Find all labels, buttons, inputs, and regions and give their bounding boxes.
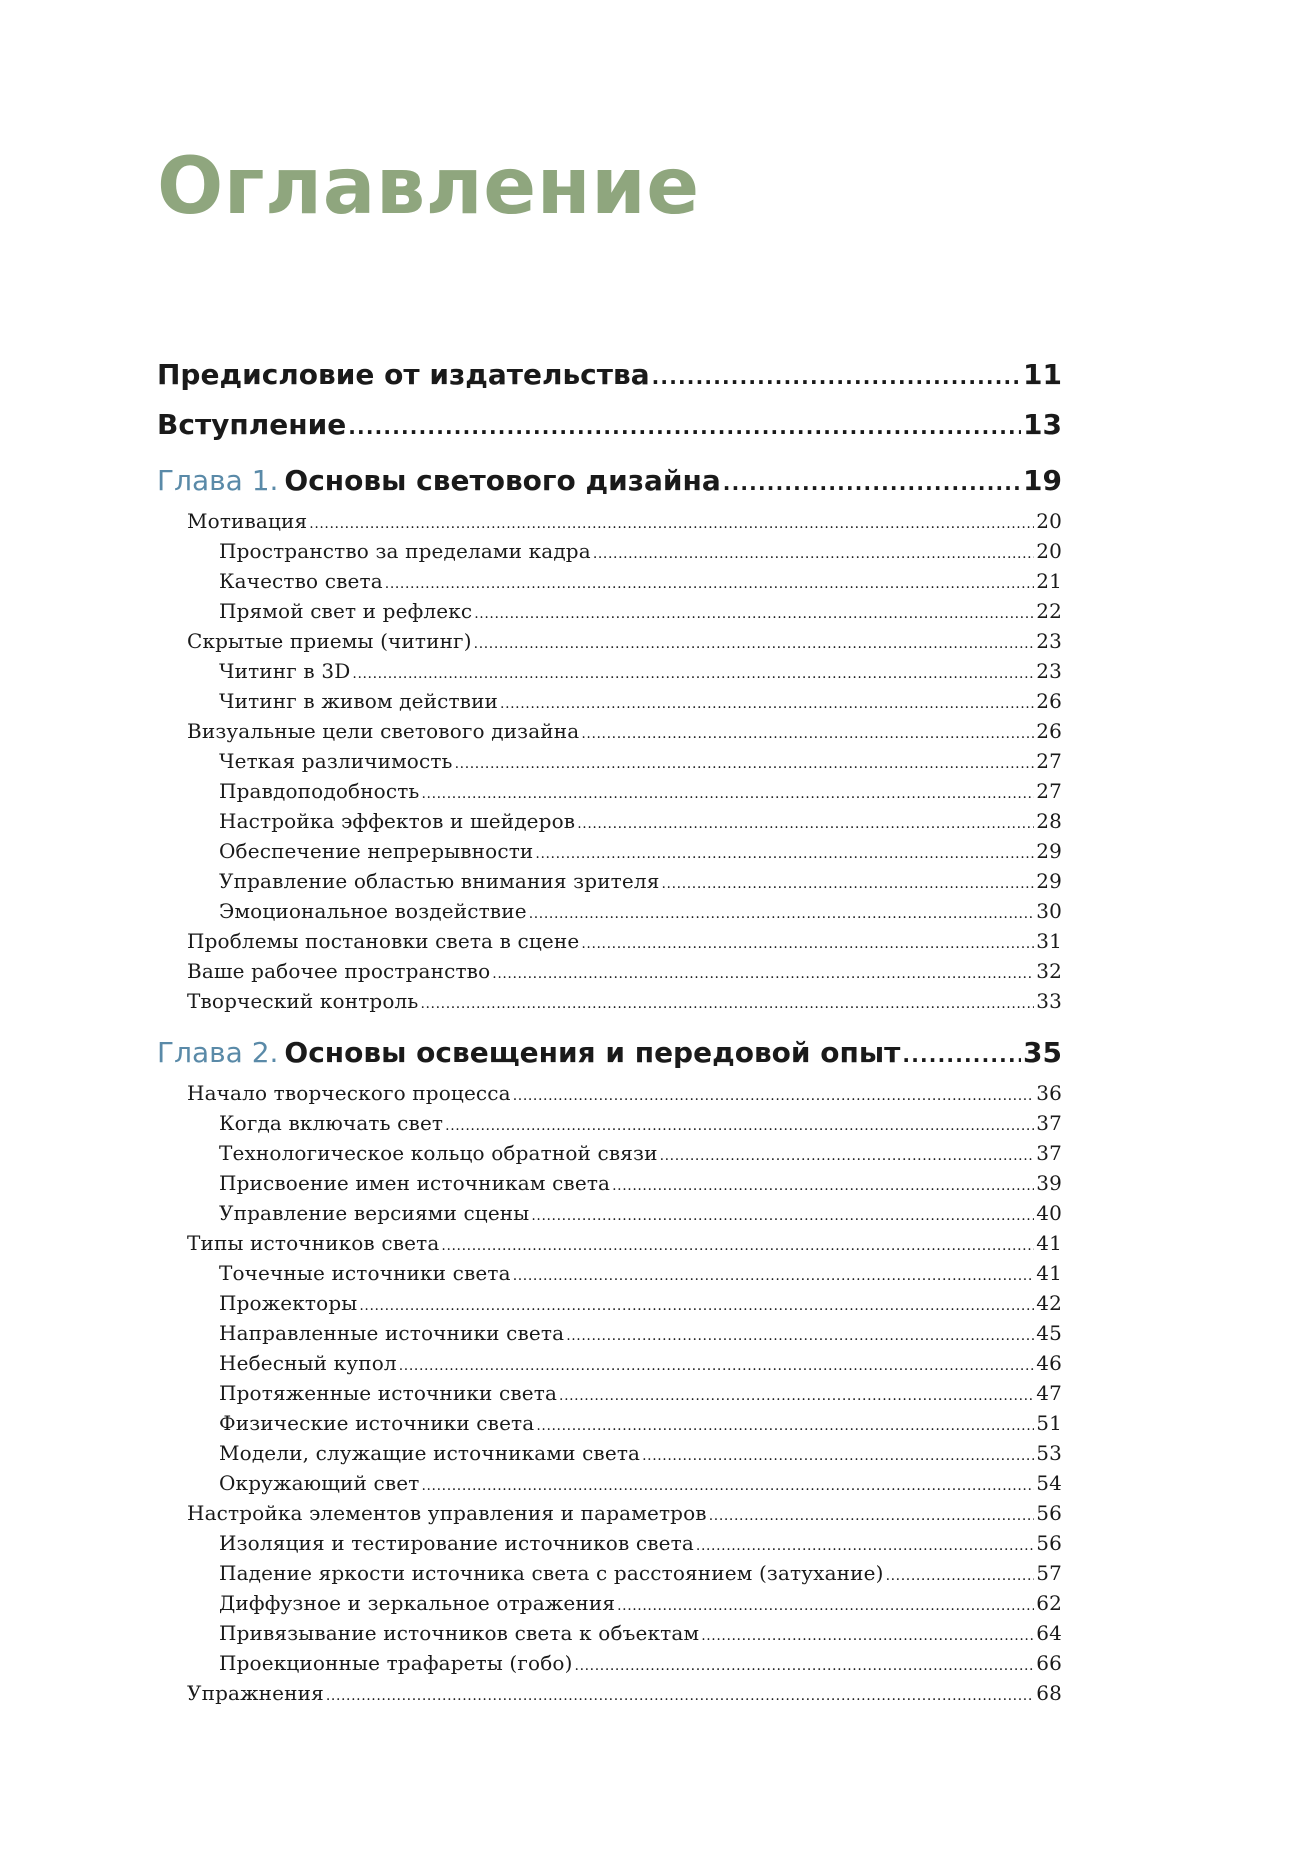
toc-section-entry[interactable] (157, 626, 1062, 656)
toc-entry-label: Точечные источники света (219, 1261, 511, 1285)
toc-subsection-entry[interactable] (157, 1558, 1062, 1588)
dot-leader (352, 656, 1034, 689)
page-number: 19 (1023, 464, 1062, 497)
toc-entry-label: Вступление (157, 408, 347, 441)
dot-leader (385, 566, 1034, 599)
page-title: Оглавление (157, 142, 700, 232)
toc-entry-label: Четкая различимость (219, 749, 453, 773)
toc-subsection-entry[interactable] (157, 1198, 1062, 1228)
toc-section-entry[interactable] (157, 926, 1062, 956)
toc-subsection-entry[interactable] (157, 746, 1062, 776)
toc-entry-label: Прямой свет и рефлекс (219, 599, 473, 623)
toc-entry-label: Настройка эффектов и шейдеров (219, 809, 576, 833)
toc-entry-label: Творческий контроль (187, 989, 419, 1013)
dot-leader (566, 1318, 1034, 1351)
toc-entry-label: Мотивация (187, 509, 308, 533)
page-number: 51 (1036, 1411, 1062, 1435)
page-number: 68 (1036, 1681, 1062, 1705)
toc-subsection-entry[interactable] (157, 896, 1062, 926)
dot-leader (536, 1408, 1034, 1441)
toc-entry-label (157, 456, 723, 506)
dot-leader (696, 1528, 1034, 1561)
page-number: 26 (1036, 719, 1062, 743)
dot-leader (902, 1028, 1021, 1080)
dot-leader (399, 1348, 1035, 1381)
dot-leader (359, 1288, 1034, 1321)
page-number: 22 (1036, 599, 1062, 623)
toc-entry-label: Читинг в живом действии (219, 689, 499, 713)
page-number: 39 (1036, 1171, 1062, 1195)
toc-entry-label: Управление областью внимания зрителя (219, 869, 660, 893)
toc-entry-label: Технологическое кольцо обратной связи (219, 1141, 658, 1165)
page-number: 62 (1036, 1591, 1062, 1615)
page-number: 56 (1036, 1531, 1062, 1555)
page-number: 31 (1036, 929, 1062, 953)
page-number: 37 (1036, 1111, 1062, 1135)
page-number: 45 (1036, 1321, 1062, 1345)
page-number: 36 (1036, 1081, 1062, 1105)
page-number: 21 (1036, 569, 1062, 593)
toc-entry-label: Физические источники света (219, 1411, 535, 1435)
toc-section-entry[interactable] (157, 956, 1062, 986)
page-number: 23 (1036, 659, 1062, 683)
toc-subsection-entry[interactable] (157, 1288, 1062, 1318)
page-number: 30 (1036, 899, 1062, 923)
page-number: 13 (1023, 408, 1062, 441)
page-number: 41 (1036, 1261, 1062, 1285)
toc-subsection-entry[interactable] (157, 1618, 1062, 1648)
dot-leader (326, 1678, 1034, 1711)
toc-subsection-entry[interactable] (157, 866, 1062, 896)
page-number: 29 (1036, 869, 1062, 893)
toc-subsection-entry[interactable] (157, 1408, 1062, 1438)
chapter-number: Глава 2. (157, 1036, 279, 1069)
toc-subsection-entry[interactable] (157, 1648, 1062, 1678)
toc-entry-label: Правдоподобность (219, 779, 420, 803)
dot-leader (513, 1078, 1035, 1111)
toc-entry-label: Настройка элементов управления и параметров (187, 1501, 707, 1525)
toc-subsection-entry[interactable] (157, 1318, 1062, 1348)
toc-entry-label: Качество света (219, 569, 383, 593)
toc-subsection-entry[interactable] (157, 686, 1062, 716)
page-number: 66 (1036, 1651, 1062, 1675)
toc-entry-label: Прожекторы (219, 1291, 358, 1315)
toc-subsection-entry[interactable] (157, 566, 1062, 596)
toc-subsection-entry[interactable] (157, 806, 1062, 836)
toc-entry-label (157, 1028, 902, 1078)
toc-entry-label: Скрытые приемы (читинг) (187, 629, 472, 653)
dot-leader (701, 1618, 1034, 1651)
toc-subsection-entry[interactable] (157, 1168, 1062, 1198)
dot-leader (474, 626, 1035, 659)
toc-section-entry[interactable] (157, 1498, 1062, 1528)
dot-leader (420, 986, 1034, 1019)
page-number: 20 (1036, 509, 1062, 533)
dot-leader (581, 926, 1034, 959)
dot-leader (575, 1648, 1035, 1681)
toc-entry-label: Направленные источники света (219, 1321, 565, 1345)
toc-subsection-entry[interactable] (157, 1348, 1062, 1378)
toc-entry-label: Типы источников света (187, 1231, 440, 1255)
toc-subsection-entry[interactable] (157, 536, 1062, 566)
dot-leader (455, 746, 1035, 779)
dot-leader (492, 956, 1034, 989)
page-number: 23 (1036, 629, 1062, 653)
page-number: 27 (1036, 749, 1062, 773)
toc-front-entry[interactable] (157, 350, 1062, 400)
page-number: 40 (1036, 1201, 1062, 1225)
page-number: 32 (1036, 959, 1062, 983)
toc-subsection-entry[interactable] (157, 776, 1062, 806)
dot-leader (309, 506, 1034, 539)
page-number: 54 (1036, 1471, 1062, 1495)
toc-subsection-entry[interactable] (157, 1378, 1062, 1408)
dot-leader (421, 776, 1034, 809)
toc-entry-label: Привязывание источников света к объектам (219, 1621, 700, 1645)
dot-leader (662, 866, 1035, 899)
page-number: 56 (1036, 1501, 1062, 1525)
toc-entry-label: Эмоциональное воздействие (219, 899, 527, 923)
toc-entry-label: Читинг в 3D (219, 659, 351, 683)
page-number: 53 (1036, 1441, 1062, 1465)
toc-subsection-entry[interactable] (157, 1528, 1062, 1558)
chapter-title: Основы освещения и передовой опыт (284, 1036, 901, 1069)
dot-leader (348, 400, 1021, 452)
dot-leader (441, 1228, 1034, 1261)
toc-front-entry[interactable] (157, 400, 1062, 450)
toc-entry-label: Пространство за пределами кадра (219, 539, 591, 563)
dot-leader (723, 456, 1021, 508)
dot-leader (581, 716, 1034, 749)
page-number: 33 (1036, 989, 1062, 1013)
toc-subsection-entry[interactable] (157, 1138, 1062, 1168)
toc-subsection-entry[interactable] (157, 836, 1062, 866)
page-number: 57 (1036, 1561, 1062, 1585)
page-number: 11 (1023, 358, 1062, 391)
toc-section-entry[interactable] (157, 716, 1062, 746)
page-number: 37 (1036, 1141, 1062, 1165)
page-number: 20 (1036, 539, 1062, 563)
page-number: 35 (1023, 1036, 1062, 1069)
dot-leader (577, 806, 1034, 839)
toc-subsection-entry[interactable] (157, 1468, 1062, 1498)
table-of-contents (157, 350, 1062, 1708)
toc-entry-label: Изоляция и тестирование источников света (219, 1531, 694, 1555)
toc-section-entry[interactable] (157, 1078, 1062, 1108)
dot-leader (652, 350, 1021, 402)
page-number: 26 (1036, 689, 1062, 713)
toc-entry-label: Диффузное и зеркальное отражения (219, 1591, 616, 1615)
dot-leader (421, 1468, 1034, 1501)
dot-leader (617, 1588, 1034, 1621)
page-number: 28 (1036, 809, 1062, 833)
toc-entry-label: Управление версиями сцены (219, 1201, 530, 1225)
toc-entry-label: Когда включать свет (219, 1111, 444, 1135)
page-number: 29 (1036, 839, 1062, 863)
dot-leader (500, 686, 1034, 719)
dot-leader (535, 836, 1034, 869)
toc-section-entry[interactable] (157, 1228, 1062, 1258)
page-number: 41 (1036, 1231, 1062, 1255)
dot-leader (474, 596, 1034, 629)
toc-entry-label: Визуальные цели светового дизайна (187, 719, 580, 743)
toc-entry-label: Протяженные источники света (219, 1381, 558, 1405)
dot-leader (709, 1498, 1035, 1531)
page-number: 46 (1036, 1351, 1062, 1375)
toc-entry-label: Небесный купол (219, 1351, 397, 1375)
toc-entry-label: Проблемы постановки света в сцене (187, 929, 580, 953)
dot-leader (612, 1168, 1034, 1201)
toc-entry-label: Начало творческого процесса (187, 1081, 511, 1105)
page-number: 47 (1036, 1381, 1062, 1405)
toc-section-entry[interactable] (157, 986, 1062, 1016)
dot-leader (660, 1138, 1035, 1171)
toc-subsection-entry[interactable] (157, 1258, 1062, 1288)
toc-entry-label: Предисловие от издательства (157, 358, 650, 391)
dot-leader (445, 1108, 1034, 1141)
chapter-number: Глава 1. (157, 464, 279, 497)
page-number: 64 (1036, 1621, 1062, 1645)
toc-entry-label: Окружающий свет (219, 1471, 420, 1495)
toc-subsection-entry[interactable] (157, 1588, 1062, 1618)
page-number: 27 (1036, 779, 1062, 803)
chapter-title: Основы светового дизайна (284, 464, 721, 497)
toc-entry-label: Ваше рабочее пространство (187, 959, 491, 983)
dot-leader (529, 896, 1035, 929)
toc-entry-label: Обеспечение непрерывности (219, 839, 534, 863)
toc-section-entry[interactable] (157, 506, 1062, 536)
toc-entry-label: Проекционные трафареты (гобо) (219, 1651, 573, 1675)
dot-leader (593, 536, 1034, 569)
toc-subsection-entry[interactable] (157, 596, 1062, 626)
toc-entry-label: Упражнения (187, 1681, 324, 1705)
toc-subsection-entry[interactable] (157, 1108, 1062, 1138)
toc-chapter-heading[interactable] (157, 1028, 1062, 1078)
toc-chapter-heading[interactable] (157, 456, 1062, 506)
toc-subsection-entry[interactable] (157, 1438, 1062, 1468)
toc-entry-label: Падение яркости источника света с расстоянием (затухание) (219, 1561, 884, 1585)
dot-leader (559, 1378, 1034, 1411)
toc-entry-label: Присвоение имен источникам света (219, 1171, 611, 1195)
dot-leader (513, 1258, 1035, 1291)
dot-leader (531, 1198, 1034, 1231)
page-number: 42 (1036, 1291, 1062, 1315)
dot-leader (642, 1438, 1034, 1471)
toc-subsection-entry[interactable] (157, 656, 1062, 686)
dot-leader (886, 1558, 1035, 1591)
toc-entry-label: Модели, служащие источниками света (219, 1441, 641, 1465)
toc-section-entry[interactable] (157, 1678, 1062, 1708)
